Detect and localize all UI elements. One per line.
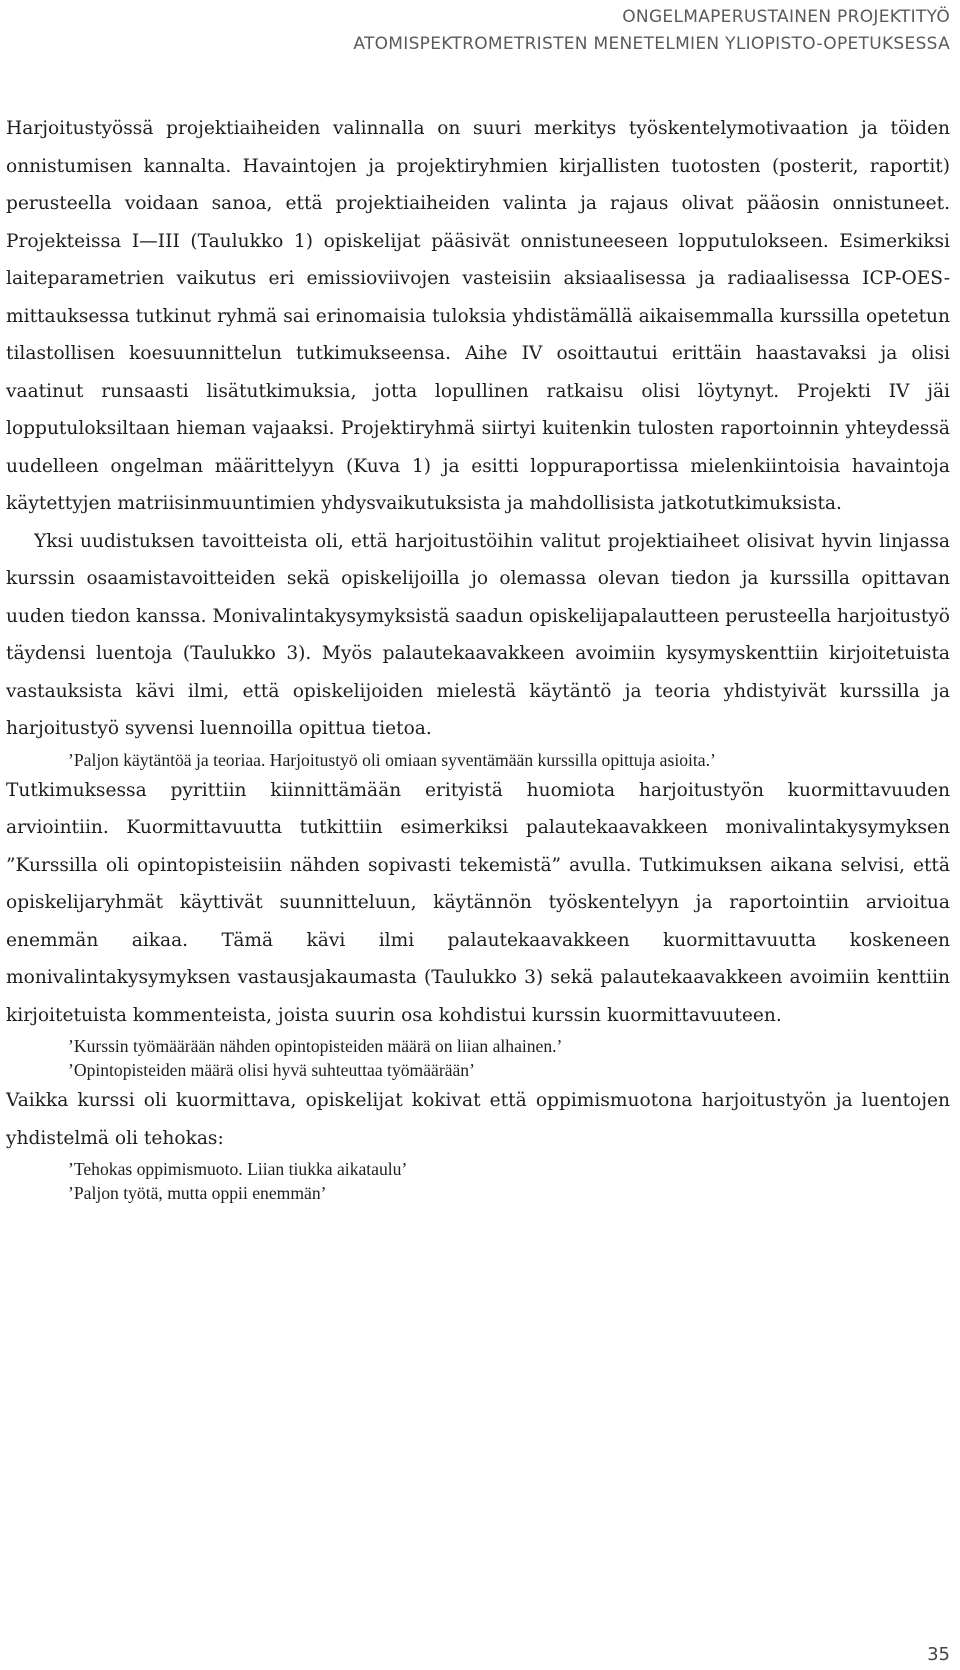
- page-number: 35: [927, 1644, 950, 1665]
- running-header-line-1: ONGELMAPERUSTAINEN PROJEKTITYÖ: [622, 7, 950, 27]
- student-quote: ’Opintopisteiden määrä olisi hyvä suhteuttaa työmäärään’: [68, 1060, 475, 1080]
- running-header: [353, 4, 950, 58]
- paragraph-effectiveness: Vaikka kurssi oli kuormittava, opiskelijat kokivat että oppimismuotona harjoitustyön ja luentojen yhdistelmä oli tehokas:: [6, 1090, 950, 1149]
- student-quote: ’Paljon työtä, mutta oppii enemmän’: [68, 1183, 327, 1203]
- paragraph-project-topics: Harjoitustyössä projektiaiheiden valinnalla on suuri merkitys työskentelymotivaation ja töiden onnistumisen kannalta. Havaintojen ja projektiryhmien kirjallisten tuotosten (posterit, raportit) perusteella voidaan sanoa, että projektiaiheiden valinta ja rajaus olivat pääosin onnistuneet. Projekteissa I—III (Taulukko 1) opiskelijat pääsivät onnistuneeseen lopputulokseen. Esimerkiksi laiteparametrien vaikutus eri emissioviivojen vasteisiin aksiaalisessa ja radiaalisessa ICP-OES-mittauksessa tutkinut ryhmä sai erinomaisia tuloksia yhdistämällä aikaisemmalla kurssilla opetetun tilastollisen koesuunnittelun tutkimukseensa. Aihe IV osoittautui erittäin haastavaksi ja olisi vaatinut runsaasti lisätutkimuksia, jotta lopullinen ratkaisu olisi löytynyt. Projekti IV jäi lopputuloksiltaan hieman vajaaksi. Projektiryhmä siirtyi kuitenkin tulosten raportoinnin yhteydessä uudelleen ongelman määrittelyyn (Kuva 1) ja esitti loppuraportissa mielenkiintoisia havaintoja käytettyjen matriisinmuuntimien yhdysvaikutuksista ja mahdollisista jatkotutkimuksista.: [6, 118, 950, 514]
- paragraph-workload: Tutkimuksessa pyrittiin kiinnittämään erityistä huomiota harjoitustyön kuormittavuuden arviointiin. Kuormittavuutta tutkittiin esimerkiksi palautekaavakkeen monivalintakysymyksen ”Kurssilla oli opintopisteisiin nähden sopivasti tekemistä” avulla. Tutkimuksen aikana selvisi, että opiskelijaryhmät käyttivät suunnitteluun, käytännön työskentelyyn ja raportointiin arvioitua enemmän aikaa. Tämä kävi ilmi palautekaavakkeen kuormittavuutta koskeneen monivalintakysymyksen vastausjakaumasta (Taulukko 3) sekä palautekaavakkeen avoimiin kenttiin kirjoitetuista kommenteista, joista suurin osa kohdistui kurssin kuormittavuuteen.: [6, 779, 950, 1026]
- student-quote: ’Paljon käytäntöä ja teoriaa. Harjoitustyö oli omiaan syventämään kurssilla opittuja asioita.’: [68, 749, 716, 770]
- article-body: [6, 110, 950, 1205]
- student-quote: ’Tehokas oppimismuoto. Liian tiukka aikataulu’: [68, 1159, 408, 1179]
- running-header-line-2: ATOMISPEKTROMETRISTEN MENETELMIEN YLIOPISTO-OPETUKSESSA: [353, 34, 950, 54]
- student-quote: ’Kurssin työmäärään nähden opintopisteiden määrä on liian alhainen.’: [68, 1036, 563, 1056]
- paragraph-learning-goals: Yksi uudistuksen tavoitteista oli, että harjoitustöihin valitut projektiaiheet olisivat hyvin linjassa kurssin osaamistavoitteiden sekä opiskelijoilla jo olemassa olevan tiedon ja kurssilla opittavan uuden tiedon kanssa. Monivalintakysymyksistä saadun opiskelijapalautteen perusteella harjoitustyö täydensi luentoja (Taulukko 3). Myös palautekaavakkeen avoimiin kysymyskenttiin kirjoitetuista vastauksista kävi ilmi, että opiskelijoiden mielestä käytäntö ja teoria yhdistyivät kurssilla ja harjoitustyö syvensi luennoilla opittua tietoa.: [6, 530, 950, 739]
